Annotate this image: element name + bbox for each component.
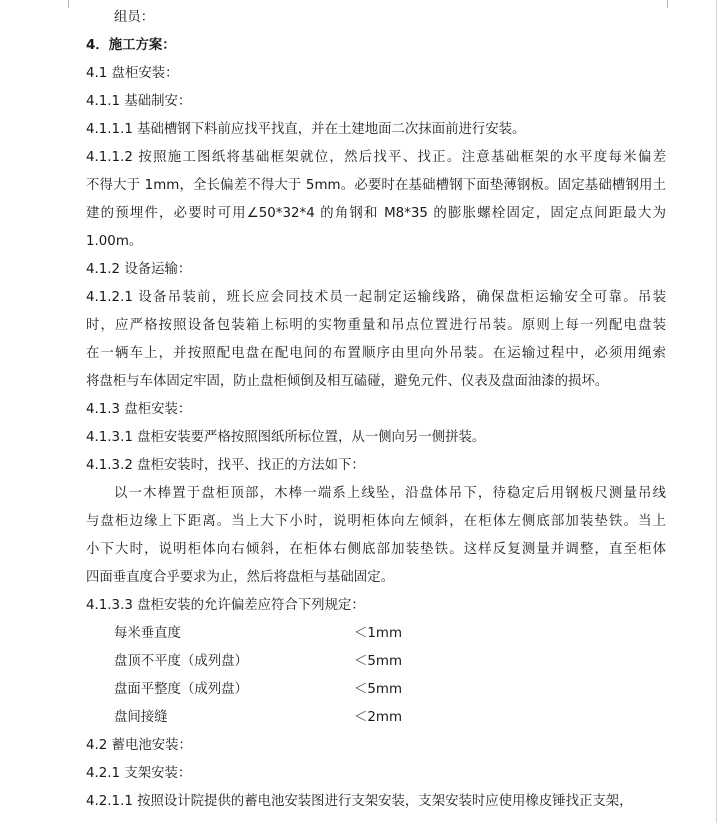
paragraph-4-1-2-1-line-2: 时，应严格按照设备包装箱上标明的实物重量和吊点位置进行吊装。原则上每一列配电盘装 <box>86 318 666 333</box>
heading-4-1-3: 4.1.3 盘柜安装： <box>86 402 192 417</box>
section-4-title: 4．施工方案： <box>86 38 176 53</box>
tolerance-value: ＜5mm <box>354 654 402 669</box>
members-label: 组员： <box>114 10 155 25</box>
tolerance-item: 盘顶不平度（成列盘） <box>114 654 248 669</box>
paragraph-4-1-1-2-line-3: 建的预埋件，必要时可用∠50*32*4 的角钢和 M8*35 的膨胀螺栓固定，固定点间距最大为 <box>86 206 666 221</box>
heading-4-2: 4.2 蓄电池安装： <box>86 738 192 753</box>
tolerance-value: ＜2mm <box>354 710 402 725</box>
heading-4-1: 4.1 盘柜安装： <box>86 66 179 81</box>
method-line-1: 以一木棒置于盘柜顶部，木棒一端系上线坠，沿盘体吊下，待稳定后用钢板尺测量吊线 <box>114 486 666 501</box>
tolerance-row <box>86 676 666 704</box>
paragraph-4-1-1-2-line-1: 4.1.1.2 按照施工图纸将基础框架就位，然后找平、找正。注意基础框架的水平度每米偏差 <box>86 150 666 165</box>
paragraph-4-1-3-3: 4.1.3.3 盘柜安装的允许偏差应符合下列规定： <box>86 598 365 613</box>
heading-4-1-2: 4.1.2 设备运输： <box>86 262 192 277</box>
paragraph-4-1-3-1: 4.1.3.1 盘柜安装要严格按照图纸所标位置，从一侧向另一侧拼装。 <box>86 430 486 445</box>
tolerance-item: 盘间接缝 <box>114 710 168 725</box>
paragraph-4-1-1-1: 4.1.1.1 基础槽钢下料前应找平找直，并在土建地面二次抹面前进行安装。 <box>86 122 526 137</box>
tolerance-row <box>86 648 666 676</box>
tolerance-item: 每米垂直度 <box>114 626 181 641</box>
tolerance-row <box>86 704 666 732</box>
paragraph-4-1-2-1-line-4: 将盘柜与车体固定牢固，防止盘柜倾倒及相互磕碰，避免元件、仪表及盘面油漆的损坏。 <box>86 374 609 389</box>
paragraph-4-1-2-1-line-1: 4.1.2.1 设备吊装前，班长应会同技术员一起制定运输线路，确保盘柜运输安全可靠。吊装 <box>86 290 666 305</box>
document-body <box>86 4 666 816</box>
tolerance-value: ＜5mm <box>354 682 402 697</box>
heading-4-2-1: 4.2.1 支架安装： <box>86 766 192 781</box>
tolerance-item: 盘面平整度（成列盘） <box>114 682 248 697</box>
paragraph-4-2-1-1: 4.2.1.1 按照设计院提供的蓄电池安装图进行支架安装，支架安装时应使用橡皮锤找正支架， <box>86 794 633 809</box>
page-corner-mark-left <box>54 0 69 8</box>
method-line-2: 与盘柜边缘上下距离。当上大下小时，说明柜体向左倾斜，在柜体左侧底部加装垫铁。当上 <box>86 514 666 529</box>
paragraph-4-1-1-2-line-2: 不得大于 1mm，全长偏差不得大于 5mm。必要时在基础槽钢下面垫薄钢板。固定基础槽钢用土 <box>86 178 666 193</box>
method-line-3: 小下大时，说明柜体向右倾斜，在柜体右侧底部加装垫铁。这样反复测量并调整，直至柜体 <box>86 542 666 557</box>
tolerance-row <box>86 620 666 648</box>
paragraph-4-1-3-2: 4.1.3.2 盘柜安装时，找平、找正的方法如下： <box>86 458 365 473</box>
paragraph-4-1-1-2-line-4: 1.00m。 <box>86 234 143 249</box>
paragraph-4-1-2-1-line-3: 在一辆车上，并按照配电盘在配电间的布置顺序由里向外吊装。在运输过程中，必须用绳索 <box>86 346 666 361</box>
heading-4-1-1: 4.1.1 基础制安： <box>86 94 192 109</box>
method-line-4: 四面垂直度合乎要求为止，然后将盘柜与基础固定。 <box>86 570 394 585</box>
tolerance-value: ＜1mm <box>354 626 402 641</box>
page-corner-mark-right <box>667 0 682 8</box>
